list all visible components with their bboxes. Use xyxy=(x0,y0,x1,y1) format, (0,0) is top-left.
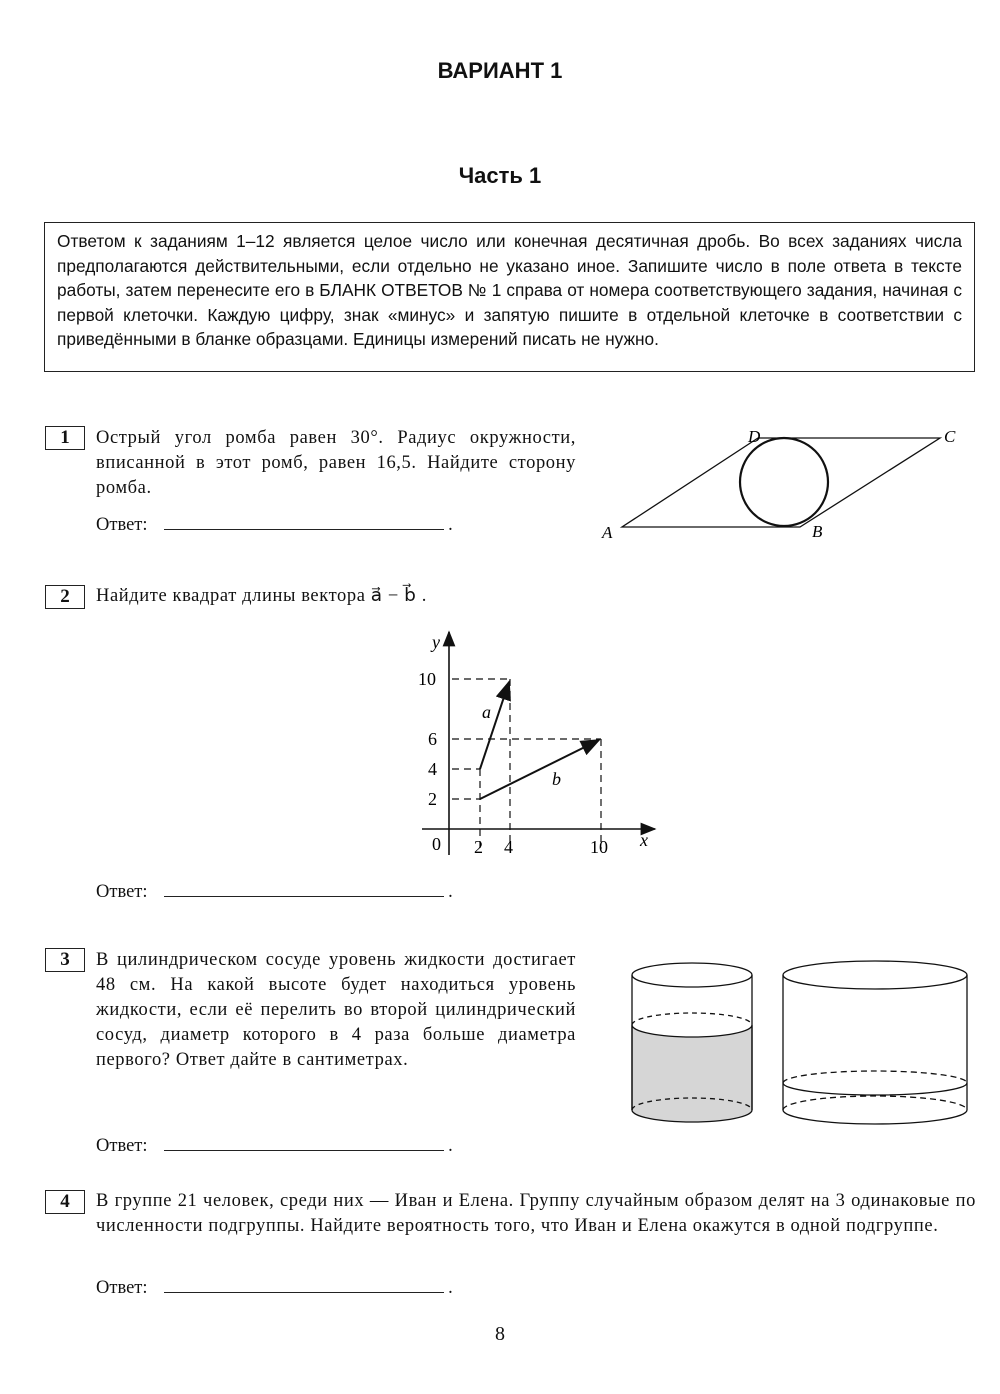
label-A: A xyxy=(602,523,613,542)
answer-label: Ответ: xyxy=(96,882,148,902)
answer-field-4[interactable] xyxy=(96,1278,453,1299)
y-label: y xyxy=(432,632,440,652)
x-tick: 2 xyxy=(474,837,483,857)
task-4-text: В группе 21 человек, среди них — Иван и Елена. Группу случайным образом делят на 3 одинаковые по численности подгруппы. Найдите вероятность того, что Иван и Елена окажутся в одной подгруппе. xyxy=(96,1191,976,1236)
x-tick: 4 xyxy=(504,837,513,857)
label-B: B xyxy=(812,522,823,541)
answer-dot: . xyxy=(448,882,453,902)
task-number-2: 2 xyxy=(45,585,85,609)
answer-dot: . xyxy=(448,1278,453,1298)
y-tick: 2 xyxy=(428,789,437,809)
vector-graph xyxy=(400,620,680,865)
page-number: 8 xyxy=(495,1323,505,1345)
y-tick: 10 xyxy=(418,669,436,689)
origin-label: 0 xyxy=(432,834,441,854)
vector-b-label: b⃗ xyxy=(552,769,576,789)
vector-b xyxy=(480,740,599,799)
vector-a-label: a⃗ xyxy=(482,702,506,722)
y-tick: 4 xyxy=(428,759,437,779)
answer-field-2[interactable] xyxy=(96,882,453,903)
answer-label: Ответ: xyxy=(96,1136,148,1156)
answer-label: Ответ: xyxy=(96,515,148,535)
cylinders-figure xyxy=(625,955,975,1130)
task-2-text: Найдите квадрат длины вектора a⃗ − b⃗ . xyxy=(96,586,427,606)
label-C: C xyxy=(944,427,956,446)
task-number-1: 1 xyxy=(45,426,85,450)
task-number-4: 4 xyxy=(45,1190,85,1214)
answer-dot: . xyxy=(448,515,453,535)
vector-a xyxy=(480,682,509,769)
label-D: D xyxy=(748,427,761,446)
task-number-3: 3 xyxy=(45,948,85,972)
task-3-text: В цилиндрическом сосуде уровень жидкости достигает 48 см. На какой высоте будет находиться уровень жидкости, если её перелить во второй цилиндрический сосуд, диаметр которого в 4 раза больше диаметра первого? Ответ дайте в сантиметрах. xyxy=(96,950,576,1070)
part-title: Часть 1 xyxy=(458,163,542,188)
answer-field-3[interactable] xyxy=(96,1136,453,1157)
rhombus-figure xyxy=(590,420,970,550)
answer-label: Ответ: xyxy=(96,1278,148,1298)
variant-title: ВАРИАНТ 1 xyxy=(437,58,563,83)
task-1-text: Острый угол ромба равен 30°. Радиус окружности, вписанной в этот ромб, равен 16,5. Найдите сторону ромба. xyxy=(96,428,576,498)
y-tick: 6 xyxy=(428,729,437,749)
answer-dot: . xyxy=(448,1136,453,1156)
instructions-box: Ответом к заданиям 1–12 является целое число или конечная десятичная дробь. Во всех заданиях числа предполагаются действительными, если отдельно не указано иное. Запишите число в поле ответа в тексте работы, затем перенесите его в БЛАНК ОТВЕТОВ № 1 справа от номера соответствующего задания, начиная с первой клеточки. Каждую цифру, знак «минус» и запятую пишите в отдельной клеточке в соответствии с приведёнными в бланке образцами. Единицы измерений писать не нужно. xyxy=(44,222,975,372)
x-label: x xyxy=(640,830,648,850)
answer-field-1[interactable] xyxy=(96,515,453,536)
x-tick: 10 xyxy=(590,837,608,857)
